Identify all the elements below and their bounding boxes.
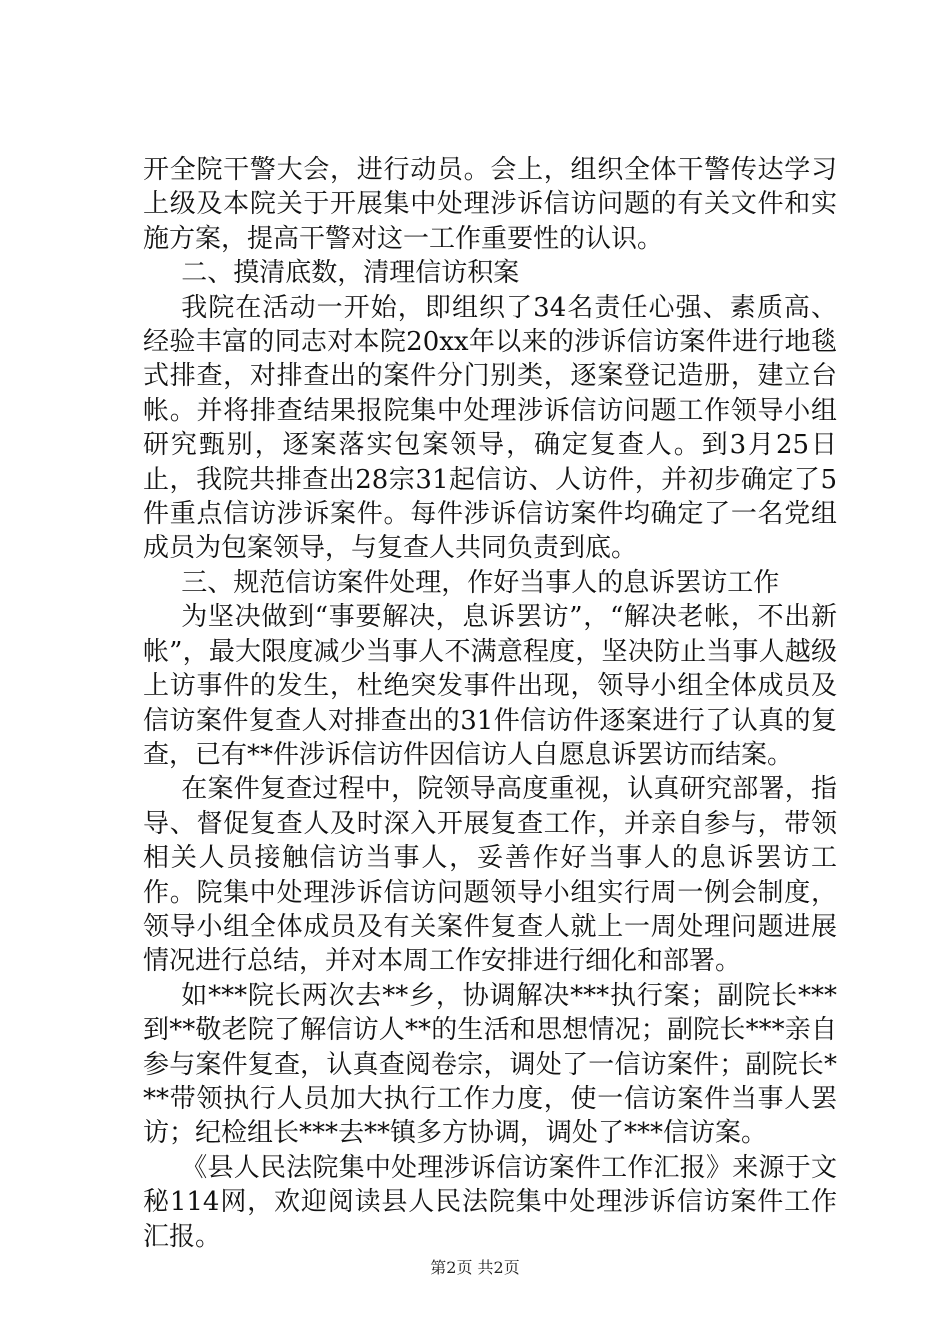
page-number-footer: 第2页 共2页 <box>430 1258 520 1277</box>
paragraph-investigation: 我院在活动一开始，即组织了34名责任心强、素质高、经验丰富的同志对本院20xx年以来的涉诉信访案件进行地毯式排查，对排查出的案件分门别类，逐案登记造册，建立台帐。并将排查结果报院集中处理涉诉信访问题工作领导小组研究甄别，逐案落实包案领导，确定复查人。到3月25日止，我院共排查出28宗31起信访、人访件，并初步确定了5件重点信访涉诉案件。每件涉诉信访案件均确定了一名党组成员为包案领导，与复查人共同负责到底。 <box>143 292 837 564</box>
section-heading-3: 三、规范信访案件处理，作好当事人的息诉罢访工作 <box>181 567 780 598</box>
paragraph-resolution: 为坚决做到“事要解决，息诉罢访”，“解决老帐，不出新帐”，最大限度减少当事人不满意程度，坚决防止当事人越级上访事件的发生，杜绝突发事件出现，领导小组全体成员及信访案件复查人对排查出的31件信访件逐案进行了认真的复查，已有**件涉诉信访件因信访人自愿息诉罢访而结案。 <box>143 602 837 770</box>
section-heading-2: 二、摸清底数，清理信访积案 <box>181 258 520 289</box>
paragraph-examples: 如***院长两次去**乡，协调解决***执行案；副院长***到**敬老院了解信访人**的生活和思想情况；副院长***亲自参与案件复查，认真查阅卷宗，调处了一信访案件；副院长***带领执行人员加大执行工作力度，使一信访案件当事人罢访；纪检组长***去**镇多方协调，调处了***信访案。 <box>143 980 837 1149</box>
paragraph-source-note: 《县人民法院集中处理涉诉信访案件工作汇报》来源于文秘114网，欢迎阅读县人民法院集中处理涉诉信访案件工作汇报。 <box>143 1152 837 1252</box>
paragraph-continuation: 开全院干警大会，进行动员。会上，组织全体干警传达学习上级及本院关于开展集中处理涉诉信访问题的有关文件和实施方案，提高干警对这一工作重要性的认识。 <box>143 155 837 254</box>
paragraph-review-process: 在案件复查过程中，院领导高度重视，认真研究部署，指导、督促复查人及时深入开展复查工作，并亲自参与，带领相关人员接触信访当事人，妥善作好当事人的息诉罢访工作。院集中处理涉诉信访问题领导小组实行周一例会制度，领导小组全体成员及有关案件复查人就上一周处理问题进展情况进行总结，并对本周工作安排进行细化和部署。 <box>143 774 837 977</box>
document-body <box>143 153 837 1254</box>
